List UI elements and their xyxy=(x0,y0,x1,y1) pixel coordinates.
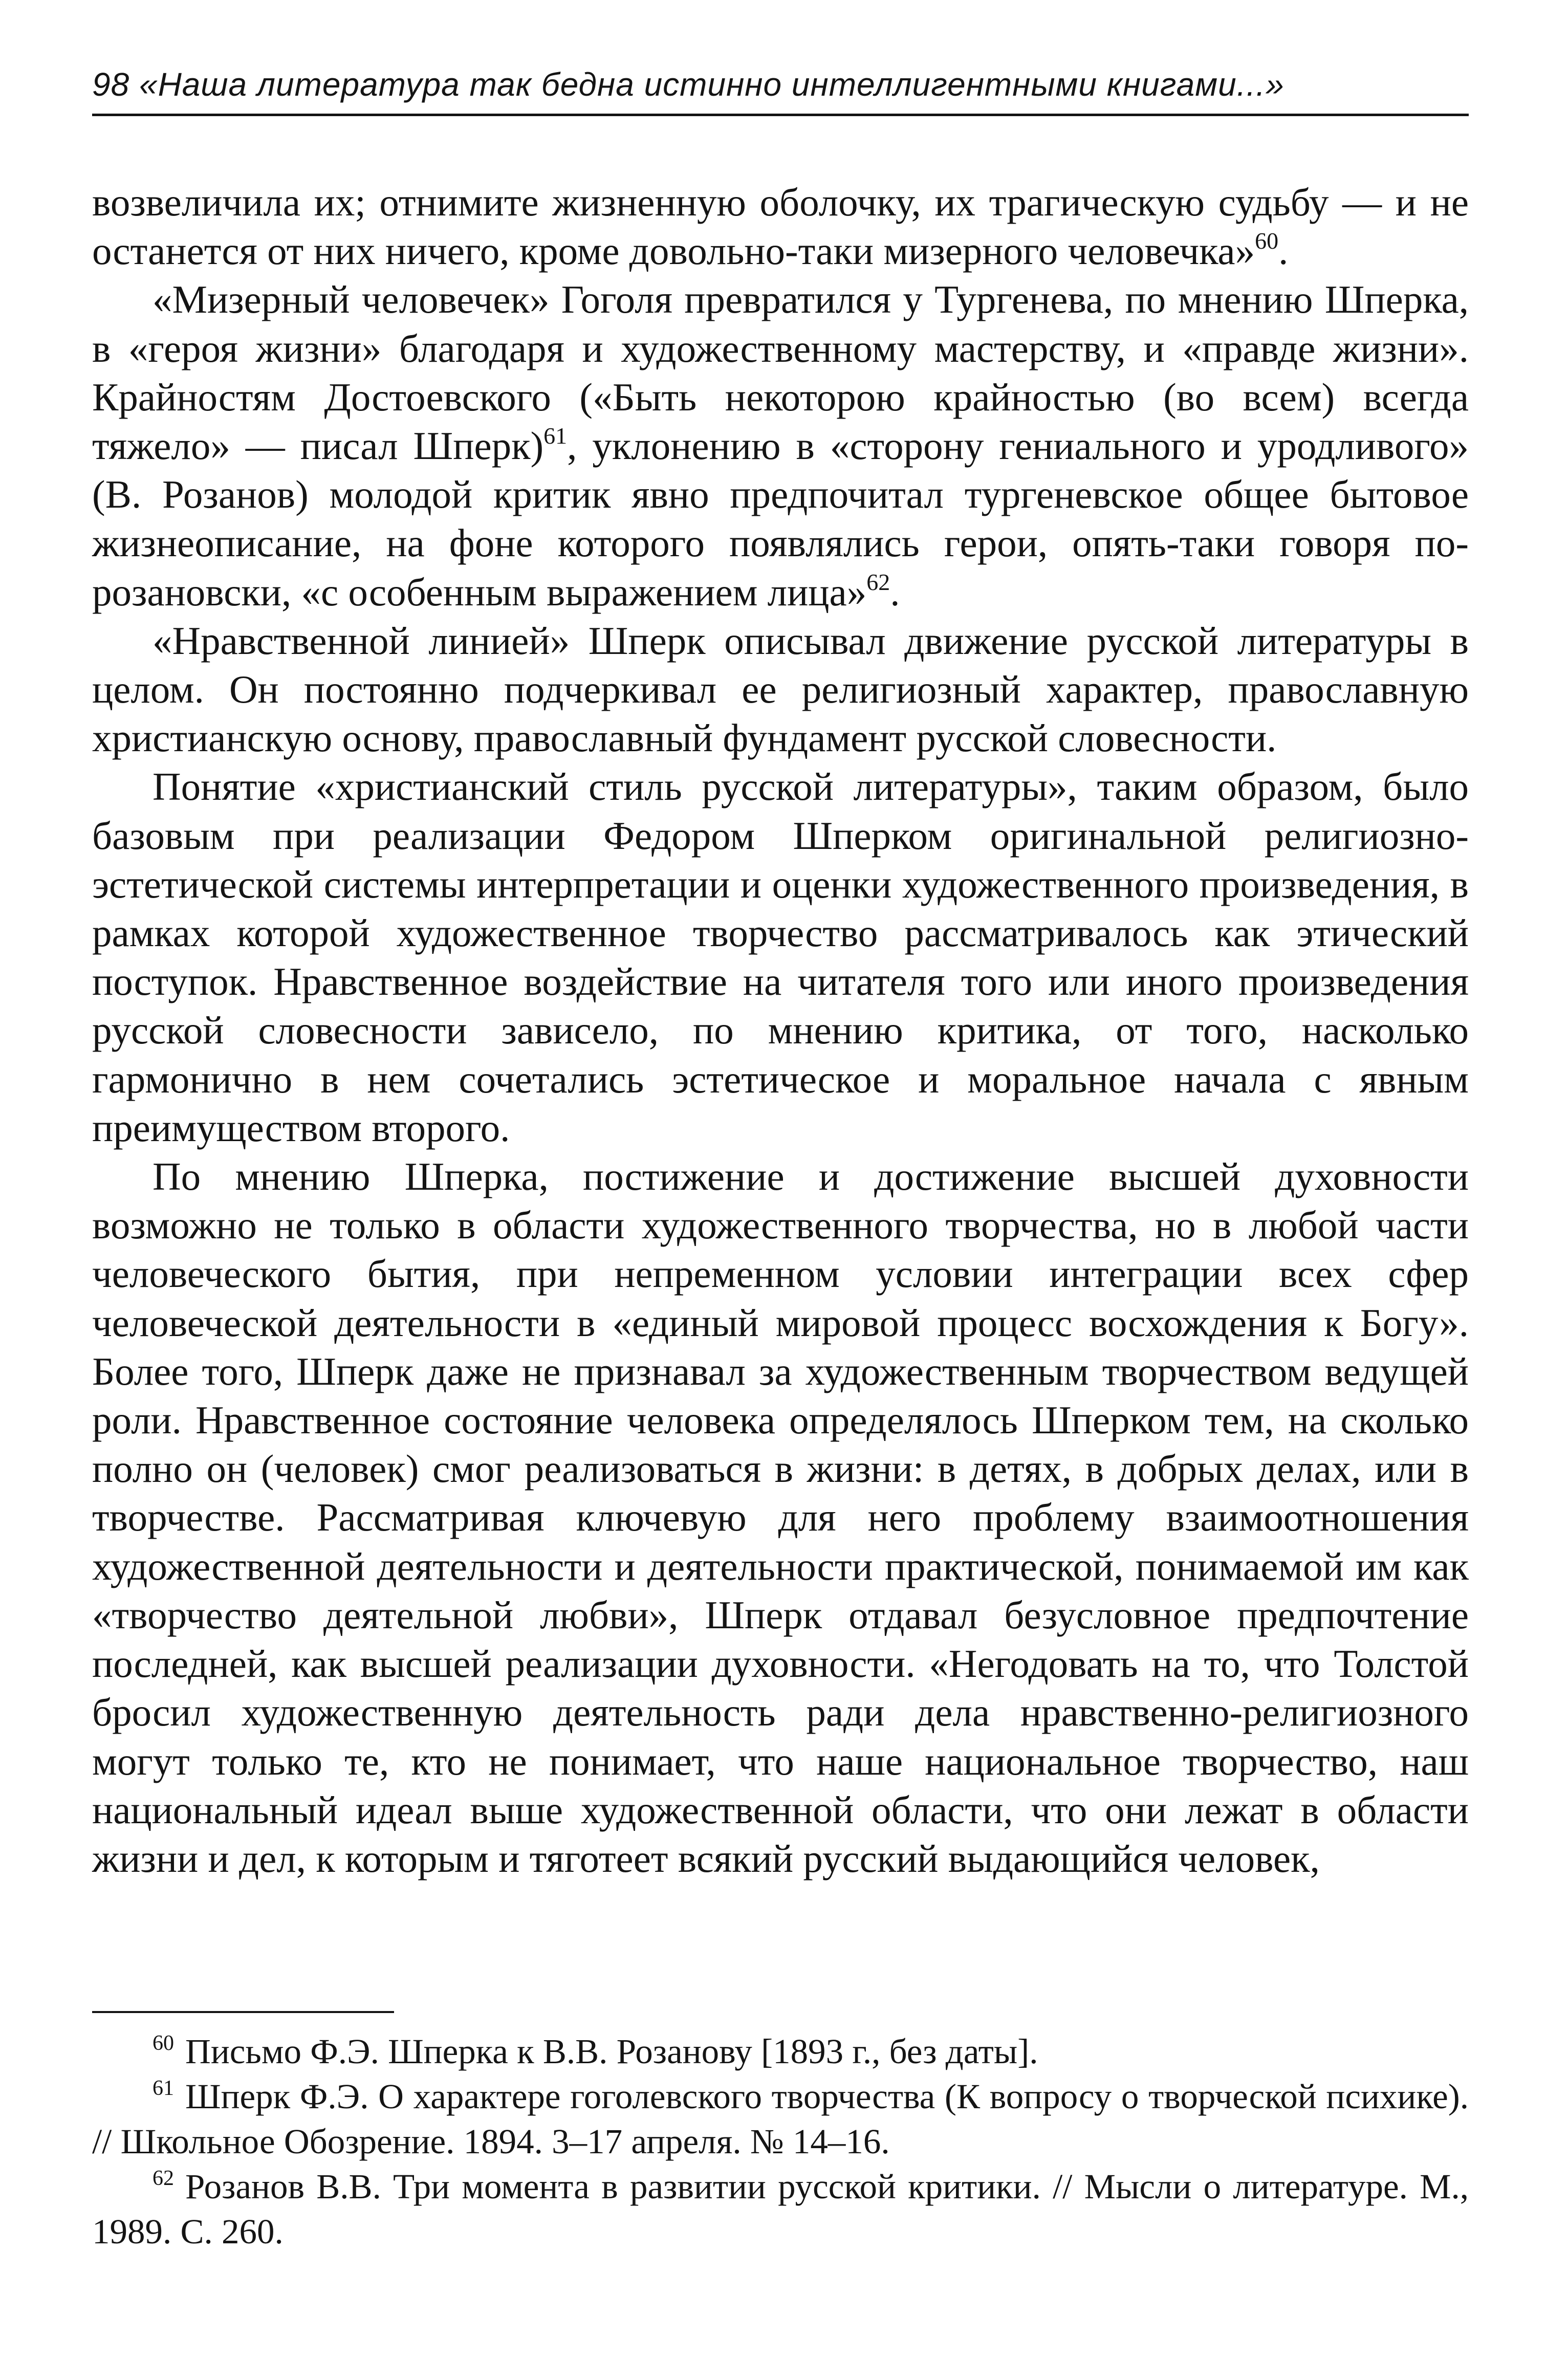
paragraph-2-text-a: «Мизерный человечек» Гоголя превратился у Тургенева, по мнению Шперка, в «героя жизни» благодаря и художественному мастерству, и «правде жизни». Крайностям Достоевского («Быть некоторою крайностью (во всем) всегда тяжело» — писал Шперк) xyxy=(92,277,1469,468)
running-header xyxy=(92,61,1469,107)
paragraph-3: «Нравственной линией» Шперк описывал движение русской литературы в целом. Он постоянно подчеркивал ее религиозный характер, православную христианскую основу, православный фундамент русской словесности. xyxy=(92,618,1469,760)
paragraph-5: По мнению Шперка, постижение и достижение высшей духовности возможно не только в области художественного творчества, но в любой части человеческого бытия, при непременном условии интеграции всех сфер человеческой деятельности в «единый мировой процесс восхождения к Богу». Более того, Шперк даже не признавал за художественным творчеством ведущей роли. Нравственное состояние человека определялось Шперком тем, на сколько полно он (человек) смог реализоваться в жизни: в детях, в добрых делах, или в творчестве. Рассматривая ключевую для него проблему взаимоотношения художественной деятельности и деятельности практической, понимаемой им как «творчество деятельной любви», Шперк отдавал безусловное предпочтение последней, как высшей реализации духовности. «Негодовать на то, что Толстой бросил художественную деятельность ради дела нравственно-религиозного могут только те, кто не понимает, что наше национальное творчество, наш национальный идеал выше художественной области, что они лежат в области жизни и дел, к которым и тяготеет всякий русский выдающийся человек, xyxy=(92,1154,1469,1881)
footnote-rule xyxy=(92,2011,394,2013)
footnote-text: Письмо Ф.Э. Шперка к В.В. Розанову [1893 г., без даты]. xyxy=(185,2032,1038,2071)
footnote-number: 61 xyxy=(153,2077,174,2100)
footnote-ref-60: 60 xyxy=(1255,228,1279,254)
footnote-60 xyxy=(92,2029,1469,2074)
footnotes xyxy=(92,2029,1469,2254)
running-title: «Наша литература так бедна истинно интеллигентными книгами...» xyxy=(139,66,1284,103)
paragraph-4: Понятие «христианский стиль русской литературы», таким образом, было базовым при реализации Федором Шперком оригинальной религиозно-эстетической системы интерпретации и оценки художественного произведения, в рамках которой художественное творчество рассматривалось как этический поступок. Нравственное воздействие на читателя того или иного произведения русской словесности зависело, по мнению критика, от того, насколько гармонично в нем сочетались эстетическое и моральное начала с явным преимуществом второго. xyxy=(92,764,1469,1150)
footnote-number: 60 xyxy=(153,2031,174,2055)
footnote-62 xyxy=(92,2164,1469,2254)
paragraph-2-text-b: , уклонению в «сторону гениального и уродливого» (В. Розанов) молодой критик явно предпочитал тургеневское общее бытовое жизнеописание, на фоне которого появлялись герои, опять-таки говоря по-розановски, «с особенным выражением лица» xyxy=(92,424,1469,614)
footnote-text: Розанов В.В. Три момента в развитии русской критики. // Мысли о литературе. М., 1989. С. 260. xyxy=(92,2167,1469,2251)
page-number: 98 xyxy=(92,66,130,103)
paragraph-2 xyxy=(92,275,1469,616)
paragraph-1-tail: . xyxy=(1278,229,1289,273)
header-rule xyxy=(92,114,1469,116)
paragraph-2-tail: . xyxy=(890,570,900,614)
paragraph-1 xyxy=(92,178,1469,275)
footnote-61 xyxy=(92,2074,1469,2164)
footnote-ref-61: 61 xyxy=(543,423,568,449)
footnote-ref-62: 62 xyxy=(866,569,890,595)
footnote-text: Шперк Ф.Э. О характере гоголевского творчества (К вопросу о творческой психике). // Школьное Обозрение. 1894. 3–17 апреля. № 14–16. xyxy=(92,2077,1469,2161)
footnote-number: 62 xyxy=(153,2167,174,2190)
paragraph-1-text: возвеличила их; отнимите жизненную оболочку, их трагическую судьбу — и не останется от них ничего, кроме довольно-таки мизерного человечка» xyxy=(92,180,1469,273)
main-text xyxy=(92,178,1469,1883)
